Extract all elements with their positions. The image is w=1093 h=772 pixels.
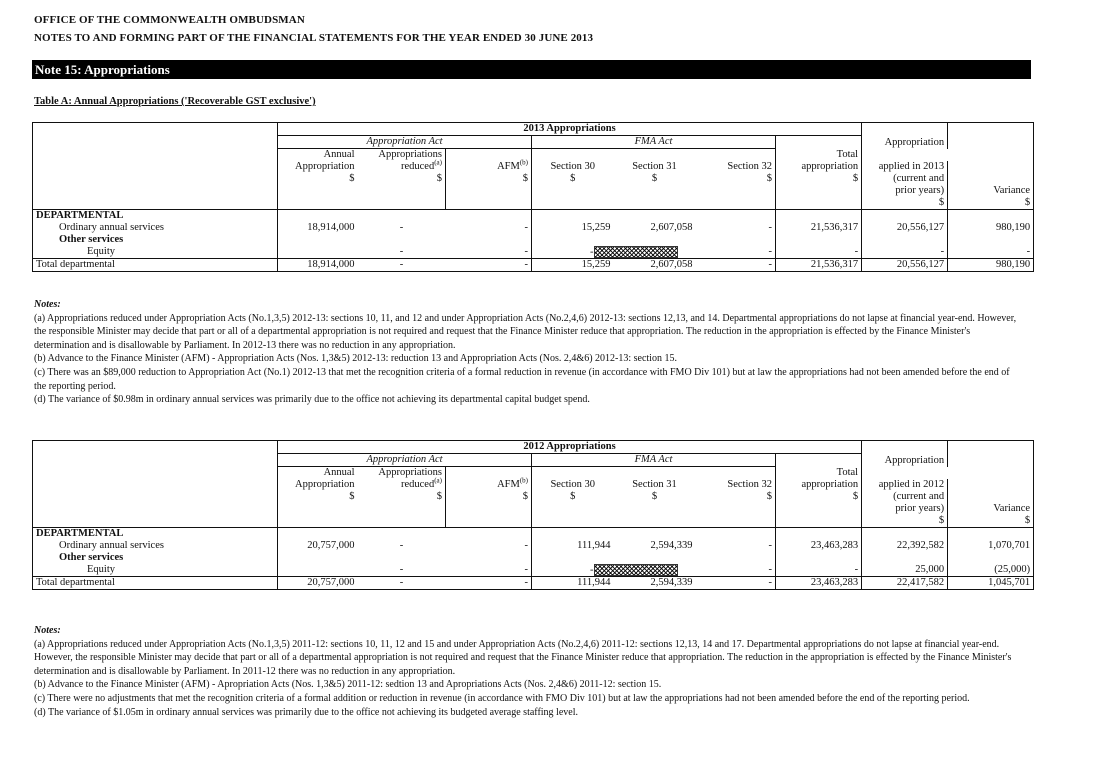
applied-header-l1: Appropriation (862, 123, 948, 149)
note-c: (c) There were no adjustments that met the recognition criteria of a formal addition or reduction in revenue (in accordance with FMO Div 101) but at law the appropriations had not been amended before the end of the reporting period. (34, 692, 970, 704)
unit-label: $ (570, 491, 576, 502)
cell-variance: 980,190 (948, 259, 1034, 272)
cell-applied: 22,392,582 (862, 540, 948, 552)
reduced-header-l1: Appropriations (358, 149, 446, 162)
hatched-cell (594, 246, 678, 258)
cell-s32: - (696, 540, 776, 552)
appropriations-table-2013 (32, 122, 1034, 272)
reduced-header: reduced$^{(a)}$ $ (358, 479, 446, 528)
total-header-l1: Total (776, 149, 862, 162)
cell-applied: - (862, 246, 948, 259)
cell-s31: 2,607,058 (650, 222, 693, 233)
hatched-cell (594, 564, 678, 576)
appropriation-act-header: Appropriation Act (278, 136, 532, 149)
departmental-label: DEPARTMENTAL (33, 210, 278, 223)
table-title: Table A: Annual Appropriations ('Recoverable GST exclusive') (34, 96, 316, 107)
appropriation-act-header: Appropriation Act (278, 454, 532, 467)
variance-label: Variance (993, 503, 1031, 514)
cell-s30: 111,944 (532, 577, 614, 590)
unit-label: $ (852, 491, 859, 502)
unit-label: $ (938, 197, 945, 208)
cell-variance: (25,000) (948, 564, 1034, 577)
fma-act-header: FMA Act (532, 454, 776, 467)
afm-header: AFM$^{(b)}$ $ (446, 161, 532, 210)
cell-s32: - (696, 577, 776, 590)
unit-label: $ (852, 173, 859, 184)
unit-label: $ (651, 491, 658, 502)
cell-s32: - (696, 222, 776, 234)
unit-label: $ (522, 491, 528, 502)
note-c: (c) There was an $89,000 reduction to Appropriation Act (No.1) 2012-13 that met the recognition criteria of a formal reduction in revenue (in accordance with FMO Div 101) but at law the appropriations had not been amended before the end of the reporting period. (34, 366, 1010, 392)
cell-afm: - (446, 540, 532, 552)
table-row (33, 577, 1034, 590)
cell-total: - (776, 246, 862, 259)
other-services-label: Other services (33, 234, 278, 246)
unit-label: $ (1024, 515, 1031, 526)
s30-header: Section 30 $ (550, 479, 596, 502)
cell-s32: - (696, 259, 776, 272)
notes-title: Notes: (34, 625, 61, 636)
note-banner: Note 15: Appropriations (32, 60, 1031, 79)
total-header: appropriation $ (776, 479, 862, 528)
total-header: appropriation $ (776, 161, 862, 210)
table-row (33, 246, 1034, 259)
cell-s32: - (696, 246, 776, 259)
annual-header: Appropriation $ (295, 479, 355, 502)
cell-afm: - (446, 222, 532, 234)
annual-header: Appropriation $ (295, 161, 355, 184)
unit-label: $ (522, 173, 528, 184)
cell-s30: 111,944 (577, 540, 611, 551)
s31-header: Section 31 $ (632, 161, 677, 184)
note-d: (d) The variance of $0.98m in ordinary annual services was primarily due to the office not achieving its departmental capital budget spend. (34, 394, 590, 406)
other-services-label: Other services (33, 552, 278, 564)
applied-header-l1: Appropriation (862, 441, 948, 467)
cell-variance: 1,070,701 (948, 540, 1034, 552)
notes-title: Notes: (34, 299, 61, 310)
cell-s30: 15,259 (581, 222, 611, 233)
cell-reduced: - (399, 564, 404, 576)
statement-title: NOTES TO AND FORMING PART OF THE FINANCIAL STATEMENTS FOR THE YEAR ENDED 30 JUNE 2013 (34, 32, 594, 44)
cell-applied: 20,556,127 (862, 259, 948, 272)
cell-total: 23,463,283 (776, 577, 862, 590)
table-row (33, 222, 1034, 234)
unit-label: $ (436, 491, 442, 502)
variance-header (948, 123, 1034, 210)
row-label: Total departmental (33, 259, 278, 272)
cell-total: - (776, 564, 862, 577)
table-row (33, 564, 1034, 577)
cell-applied: 20,556,127 (862, 222, 948, 234)
period-header: 2013 Appropriations (278, 123, 862, 136)
cell-total: 21,536,317 (776, 259, 862, 272)
cell-s30: - (532, 246, 696, 259)
applied-header: applied in 2012 (current and prior years) $ (862, 479, 948, 528)
s30-header: Section 30 $ (550, 161, 596, 184)
variance-label: Variance (993, 185, 1031, 196)
unit-label: $ (766, 173, 772, 184)
cell-afm: - (446, 577, 532, 590)
cell-reduced: - (399, 222, 404, 233)
cell-s30: - (532, 564, 696, 577)
table-row (33, 540, 1034, 552)
cell-applied: 22,417,582 (862, 577, 948, 590)
total-header-l1: Total (776, 467, 862, 480)
note-b: (b) Advance to the Finance Minister (AFM) - Appropriation Acts (Nos. 1,3&5) 2012-13: reduction 13 and Appropriation Acts (Nos. 2,4&6) 2012-13: section 15. (34, 353, 677, 365)
cell-reduced: - (399, 540, 404, 551)
cell-afm: - (446, 259, 532, 272)
cell-variance: 1,045,701 (948, 577, 1034, 590)
cell-annual: 18,914,000 (278, 222, 358, 234)
note-a: (a) Appropriations reduced under Appropriation Acts (No.1,3,5) 2011-12: sections 10, 11, 12 and 15 and under Appropriation Acts (No.2,4,6) 2011-12: sections 12,13, 14 and 17. Departmental appropriations do not lapse at financial year-end. However, the responsible Minister may decide that part or all of a departmental appropriation is not required and request that the Finance Minister reduce that appropriation. The reduction in the appropriation is effected by the Finance Minister's determination and is disallowable by Parliament. In 2011-12 there was no reduction in any appropriation. (34, 638, 1012, 677)
notes-2012 (34, 624, 1024, 719)
variance-header (948, 441, 1034, 528)
reduced-header-l1: Appropriations (358, 467, 446, 480)
label-header-cell (33, 441, 278, 528)
s32-header: Section 32 $ (696, 161, 776, 210)
cell-afm: - (446, 564, 532, 577)
cell-reduced: - (358, 259, 446, 272)
unit-label: $ (436, 173, 442, 184)
unit-label: $ (1024, 197, 1031, 208)
note-b: (b) Advance to the Finance Minister (AFM) - Apropriation Acts (Nos. 1,3&5) 2011-12: sedtion 13 and Apropriations Acts (Nos. 2,4&6) 2011-12: section 15. (34, 679, 662, 691)
cell-annual: 20,757,000 (278, 577, 358, 590)
appropriations-table-2012 (32, 440, 1034, 590)
organisation-title: OFFICE OF THE COMMONWEALTH OMBUDSMAN (34, 14, 305, 26)
cell-s31: 2,594,339 (614, 577, 696, 590)
period-header: 2012 Appropriations (278, 441, 862, 454)
unit-label: $ (349, 491, 355, 502)
cell-annual: 20,757,000 (278, 540, 358, 552)
row-label: Total departmental (33, 577, 278, 590)
unit-label: $ (766, 491, 772, 502)
afm-header: AFM$^{(b)}$ $ (446, 479, 532, 528)
cell-s32: - (696, 564, 776, 577)
s31-header: Section 31 $ (632, 479, 677, 502)
notes-2013 (34, 298, 1024, 407)
note-d: (d) The variance of $1.05m in ordinary annual services was primarily due to the office not achieving its budgeted average staffing level. (34, 706, 578, 718)
note-a: (a) Appropriations reduced under Appropriation Acts (No.1,3,5) 2012-13: sections 10, 11, and 12 and under Appropriation Acts (No.2,4,6) 2012-13: sections 12,13, and 14. Departmental appropriations do not lapse at financial year-end. However, the responsible Minister may decide that part or all of a departmental appropriation is not required and request that the Finance Minister reduce that appropriation. The reduction in the appropriation is effected by the Finance Minister's determination and is disallowable by Parliament. In 2012-13 there was no reduction in any appropriation. (34, 312, 1017, 351)
fma-act-header: FMA Act (532, 136, 776, 149)
annual-header-l1: Annual (323, 149, 355, 160)
cell-applied: 25,000 (862, 564, 948, 577)
cell-variance: - (948, 246, 1034, 259)
cell-reduced: - (358, 577, 446, 590)
applied-header: applied in 2013 (current and prior years) $ (862, 161, 948, 210)
row-label: Ordinary annual services (33, 540, 278, 552)
row-label: Equity (33, 246, 278, 259)
unit-label: $ (651, 173, 658, 184)
row-label: Ordinary annual services (33, 222, 278, 234)
annual-header-l1: Annual (323, 467, 355, 478)
unit-label: $ (570, 173, 576, 184)
row-label: Equity (33, 564, 278, 577)
s32-header: Section 32 $ (696, 479, 776, 528)
unit-label: $ (349, 173, 355, 184)
cell-s30: 15,259 (532, 259, 614, 272)
cell-annual: 18,914,000 (278, 259, 358, 272)
reduced-header: reduced$^{(a)}$ $ (358, 161, 446, 210)
cell-total: 21,536,317 (776, 222, 862, 234)
unit-label: $ (938, 515, 945, 526)
cell-total: 23,463,283 (776, 540, 862, 552)
cell-afm: - (446, 246, 532, 259)
cell-reduced: - (399, 246, 404, 258)
departmental-label: DEPARTMENTAL (33, 528, 278, 541)
cell-s31: 2,594,339 (650, 540, 693, 551)
table-row (33, 259, 1034, 272)
cell-s31: 2,607,058 (614, 259, 696, 272)
cell-variance: 980,190 (948, 222, 1034, 234)
label-header-cell (33, 123, 278, 210)
